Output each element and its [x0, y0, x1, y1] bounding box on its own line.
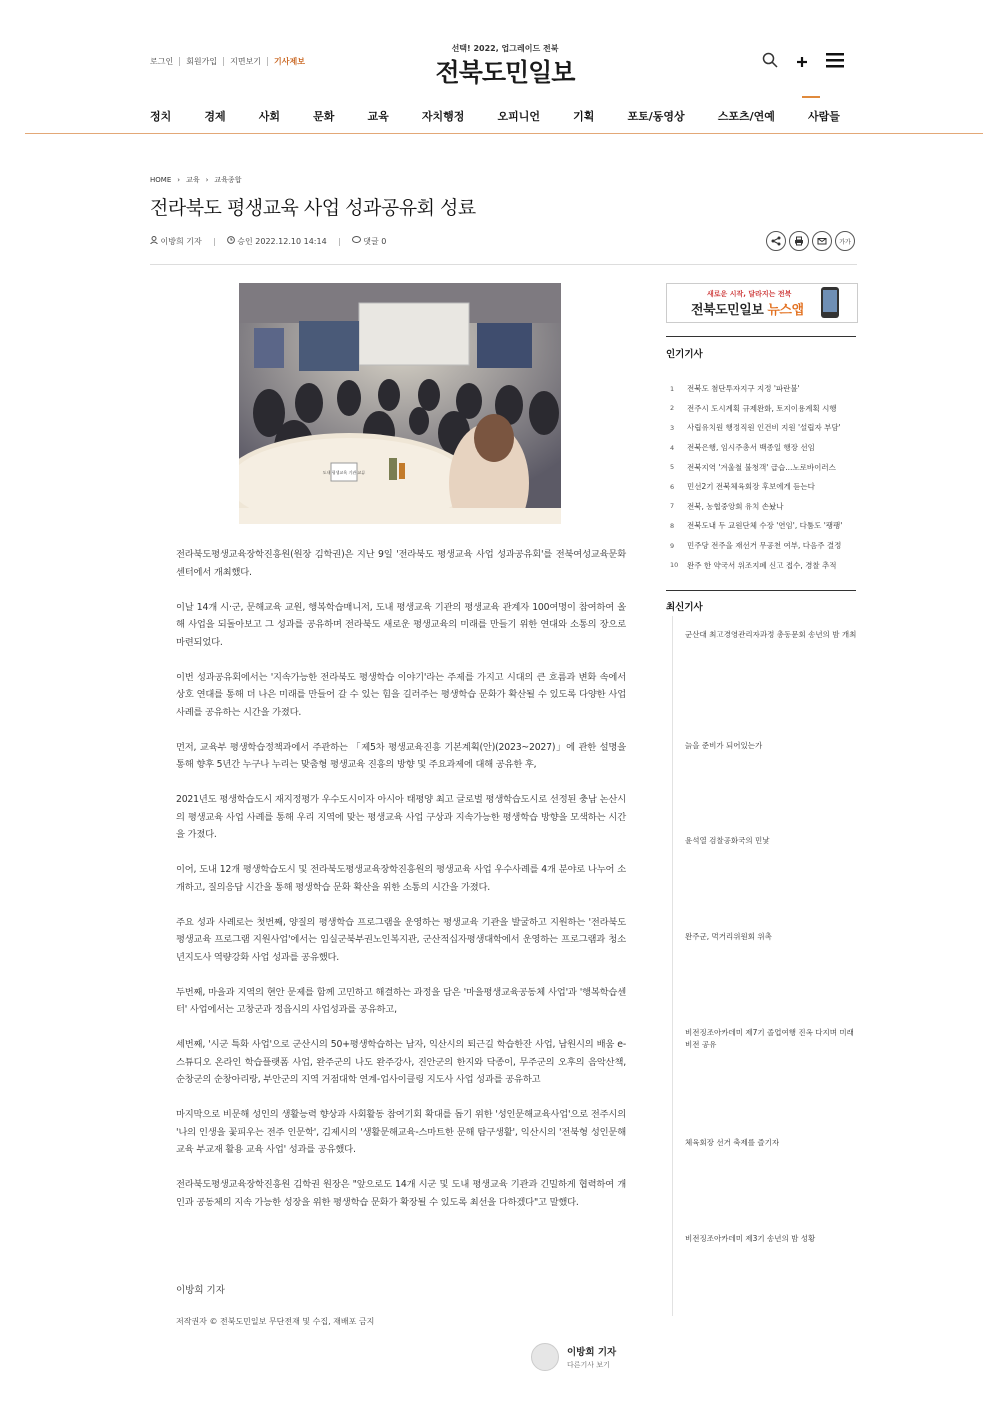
- article-title: 전라북도 평생교육 사업 성과공유회 성료: [150, 197, 476, 219]
- popular-divider: [666, 336, 856, 337]
- clock-icon: [227, 236, 235, 244]
- nav-active-indicator: [802, 96, 820, 98]
- logo-tagline: 선택! 2022, 업그레이드 전북: [451, 44, 559, 53]
- chevron-right-icon: ›: [205, 176, 209, 184]
- list-item[interactable]: 비전징조아카데미 제3기 송년의 밤 성황: [685, 1234, 816, 1243]
- comment-icon: [352, 236, 361, 244]
- author-more-articles-link[interactable]: 다른기사 보기: [567, 1361, 610, 1369]
- popular-heading: 인기기사: [666, 349, 703, 360]
- list-item[interactable]: 체육회장 선거 축제를 즐기자: [685, 1138, 780, 1147]
- nav-item-economy[interactable]: 경제: [204, 110, 226, 123]
- article-paragraph: 전라북도평생교육장학진흥원 김학권 원장은 "앞으로도 14개 시군 및 도내 평생교육 기관과 긴밀하게 협력하여 개인과 공동체의 지속 가능한 성장을 위한 평생학습 문화가 확장될 수 있도록 최선을 다하겠다"고 말했다.: [176, 1179, 626, 1208]
- article-paragraph: 두번째, 마을과 지역의 현안 문제를 함께 고민하고 해결하는 과정을 담은 '마을평생교육공동체 사업'과 '행복학습센터' 사업에서는 고창군과 정읍시의 사업성과를 공유하고,: [176, 986, 626, 1015]
- chevron-right-icon: ›: [177, 176, 181, 184]
- nav-item-features[interactable]: 기획: [573, 110, 595, 123]
- news-app-banner[interactable]: [666, 283, 858, 323]
- reporter-meta: [150, 236, 202, 247]
- breadcrumb-home[interactable]: HOME: [150, 176, 172, 184]
- breadcrumb: [150, 175, 241, 185]
- list-item[interactable]: 윤석열 검찰공화국의 민낯: [685, 836, 770, 845]
- list-item[interactable]: 군산대 최고경영관리자과정 총동문회 송년의 밤 개최: [685, 630, 857, 639]
- header-divider: [150, 264, 857, 265]
- list-item[interactable]: 4 전북은행, 임시주총서 백종일 행장 선임: [670, 443, 815, 453]
- nav-item-people[interactable]: 사람들: [808, 110, 840, 123]
- article-paragraph: 이번 성과공유회에서는 '지속가능한 전라북도 평생학습 이야기'라는 주제를 가지고 시대의 큰 흐름과 변화 속에서 상호 연대를 통해 더 나은 미래를 만들어 갈 수 있는 힘을 길러주는 평생학습 문화가 확산될 수 있도록 다양한 사업사례를 공유하는 시간을 가졌다.: [176, 671, 626, 718]
- reporter-name: 이방희 기자: [160, 237, 202, 246]
- author-name[interactable]: 이방희 기자: [567, 1347, 617, 1358]
- list-item[interactable]: 9 민주당 전주을 재선거 무공천 여부, 다음주 결정: [670, 541, 842, 551]
- latest-heading: 최신기사: [666, 602, 703, 613]
- list-item[interactable]: 늙을 준비가 되어있는가: [685, 741, 763, 750]
- list-item[interactable]: 10 완주 한 약국서 위조지폐 신고 접수, 경찰 추적: [670, 560, 837, 570]
- nav-item-politics[interactable]: 정치: [150, 110, 172, 123]
- list-item[interactable]: 1 전북도 첨단투자지구 지정 '파란불': [670, 384, 800, 394]
- nav-item-opinion[interactable]: 오피니언: [497, 110, 541, 123]
- article-paragraph: 전라북도평생교육장학진흥원(원장 김학권)은 지난 9일 '전라북도 평생교육 사업 성과공유회'를 전북여성교육문화센터에서 개최했다.: [176, 549, 626, 578]
- banner-tagline: 새로운 시작, 달라지는 전북: [707, 290, 792, 298]
- list-item[interactable]: 8 전북도내 두 교원단체 수장 '연임', 다툼도 '팽팽': [670, 521, 843, 531]
- approved-time: 승인 2022.12.10 14:14: [237, 237, 327, 246]
- banner-title: 전북도민일보 뉴스앱: [691, 303, 804, 318]
- article-paragraph: 마지막으로 비문해 성인의 생활능력 향상과 사회활동 참여기회 확대를 돕기 위한 '성인문해교육사업'으로 전주시의 '나의 인생을 꽃피우는 전주 인문학', 김제시의 '생활문해교육-스마트한 문해 탐구생활', 익산시의 '전북형 성인문해교육 부교재 활용 교육 사업' 성과를 공유했다.: [176, 1109, 626, 1155]
- list-item[interactable]: 2 전주시 도시계획 규제완화, 토지이용계획 시행: [670, 403, 837, 413]
- article-meta: [150, 236, 386, 247]
- breadcrumb-education-general[interactable]: 교육종합: [214, 176, 242, 184]
- breadcrumb-education[interactable]: 교육: [186, 176, 200, 184]
- phone-icon: [821, 287, 839, 318]
- print-icon[interactable]: [789, 231, 809, 251]
- article-paragraph: 주요 성과 사례로는 첫번째, 양질의 평생학습 프로그램을 운영하는 평생교육 기관을 발굴하고 지원하는 '전라북도 평생교육 프로그램 지원사업'에서는 임실군북부권노인복지관, 군산적십자평생대학에서 운영하는 프로그램과 청소년지도사 역량강화 사업 성과를 공유했다.: [176, 916, 626, 963]
- print-edition-link[interactable]: 지면보기: [224, 57, 268, 66]
- news-tip-link[interactable]: 기사제보: [274, 57, 305, 66]
- comments-meta[interactable]: [352, 236, 387, 247]
- popular-list: [670, 379, 860, 575]
- user-icon: [150, 236, 158, 244]
- menu-icon[interactable]: [826, 52, 844, 72]
- approved-meta: [227, 236, 327, 247]
- article-tools: [766, 231, 855, 251]
- author-box: [531, 1343, 616, 1371]
- site-logo[interactable]: 전북도민일보: [435, 58, 575, 87]
- font-size-button[interactable]: 가가: [835, 231, 855, 251]
- article-paragraph: 이어, 도내 12개 평생학습도시 및 전라북도평생교육장학진흥원의 평생교육 사업 우수사례를 4개 분야로 나누어 소개하고, 질의응답 시간을 통해 평생학습 문화 확산을 위한 소통의 시간을 가졌다.: [176, 864, 626, 893]
- article-byline: 이방희 기자: [176, 1285, 225, 1296]
- meta-divider: [214, 238, 215, 246]
- avatar: [531, 1343, 559, 1371]
- mail-icon[interactable]: [812, 231, 832, 251]
- nav-item-local-admin[interactable]: 자치행정: [421, 110, 465, 123]
- search-icon[interactable]: [762, 52, 778, 72]
- nav-item-sports-ent[interactable]: 스포츠/연예: [717, 110, 775, 123]
- article-paragraph: 2021년도 평생학습도시 재지정평가 우수도시이자 아시아 태평양 최고 글로벌 평생학습도시로 선정된 충남 논산시의 평생교육 사업 사례를 통해 우리 지역에 맞는 평생교육 사업 구상과 지속가능한 평생학습 방향을 모색하는 시간을 가졌다.: [176, 794, 626, 840]
- list-item[interactable]: 비전징조아카데미 제7기 졸업여행 진옥 다지며 미래비전 공유: [685, 1028, 854, 1049]
- article-body: [176, 546, 626, 1229]
- nav-item-society[interactable]: 사회: [258, 110, 281, 123]
- nav-item-culture[interactable]: 문화: [313, 110, 335, 123]
- latest-border: [672, 616, 673, 1316]
- header-icons: [762, 52, 844, 72]
- article-paragraph: 이날 14개 시·군, 문해교육 교원, 행복학습매니저, 도내 평생교육 기관의 평생교육 관계자 100여명이 참여하여 올해 사업을 되돌아보고 그 성과를 공유하며 전라북도 새로운 평생교육의 미래를 만들기 위한 연대와 소통의 장으로 마련되었다.: [176, 601, 626, 648]
- latest-divider: [666, 590, 856, 591]
- list-item[interactable]: 7 전북, 농협중앙회 유치 손놨나: [670, 501, 784, 511]
- meta-divider: [339, 238, 340, 246]
- comment-count: 댓글 0: [363, 237, 387, 246]
- main-nav: [150, 108, 840, 124]
- article-photo: [239, 283, 561, 524]
- nav-item-photo-video[interactable]: 포토/동영상: [627, 110, 685, 123]
- signup-link[interactable]: 회원가입: [180, 57, 224, 66]
- nav-item-education[interactable]: 교육: [367, 110, 389, 123]
- nav-divider: [25, 133, 983, 134]
- list-item[interactable]: 3 사립유치원 행정직원 인건비 지원 '설립자 부담': [670, 423, 841, 433]
- table-sign-text: 도내 평생교육 기관 교류: [322, 470, 366, 475]
- list-item[interactable]: 5 전북지역 '겨울철 불청객' 급습...노로바이러스: [670, 462, 836, 472]
- plus-icon[interactable]: [796, 53, 808, 72]
- copyright-notice: 저작권자 © 전북도민일보 무단전재 및 수집, 재배포 금지: [176, 1317, 375, 1326]
- utility-links: [150, 57, 311, 66]
- share-icon[interactable]: [766, 231, 786, 251]
- article-paragraph: 먼저, 교육부 평생학습정책과에서 주관하는 「제5차 평생교육진흥 기본계획(안)(2023~2027)」에 관한 설명을 통해 향후 5년간 누구나 누리는 맞춤형 평생교육 진흥의 방향 및 주요과제에 대해 공유한 후,: [176, 741, 626, 770]
- article-paragraph: 세번째, '시군 특화 사업'으로 군산시의 50+평생학습하는 남자, 익산시의 퇴근길 학습한잔 사업, 남원시의 배움 e-스튜디오 온라인 학습플랫폼 사업, 완주군의 나도 완주강사, 진안군의 한지와 닥종이, 무주군의 오후의 음악산책, 순창군의 순창아리랑, 부안군의 지역 거점대학 연계-업사이클링 지도사 사업 성과를 공유하고: [176, 1039, 626, 1085]
- list-item[interactable]: 6 민선2기 전북체육회장 후보에게 듣는다: [670, 482, 815, 492]
- list-item[interactable]: 완주군, 먹거리위원회 위촉: [685, 932, 772, 941]
- login-link[interactable]: 로그인: [150, 57, 180, 66]
